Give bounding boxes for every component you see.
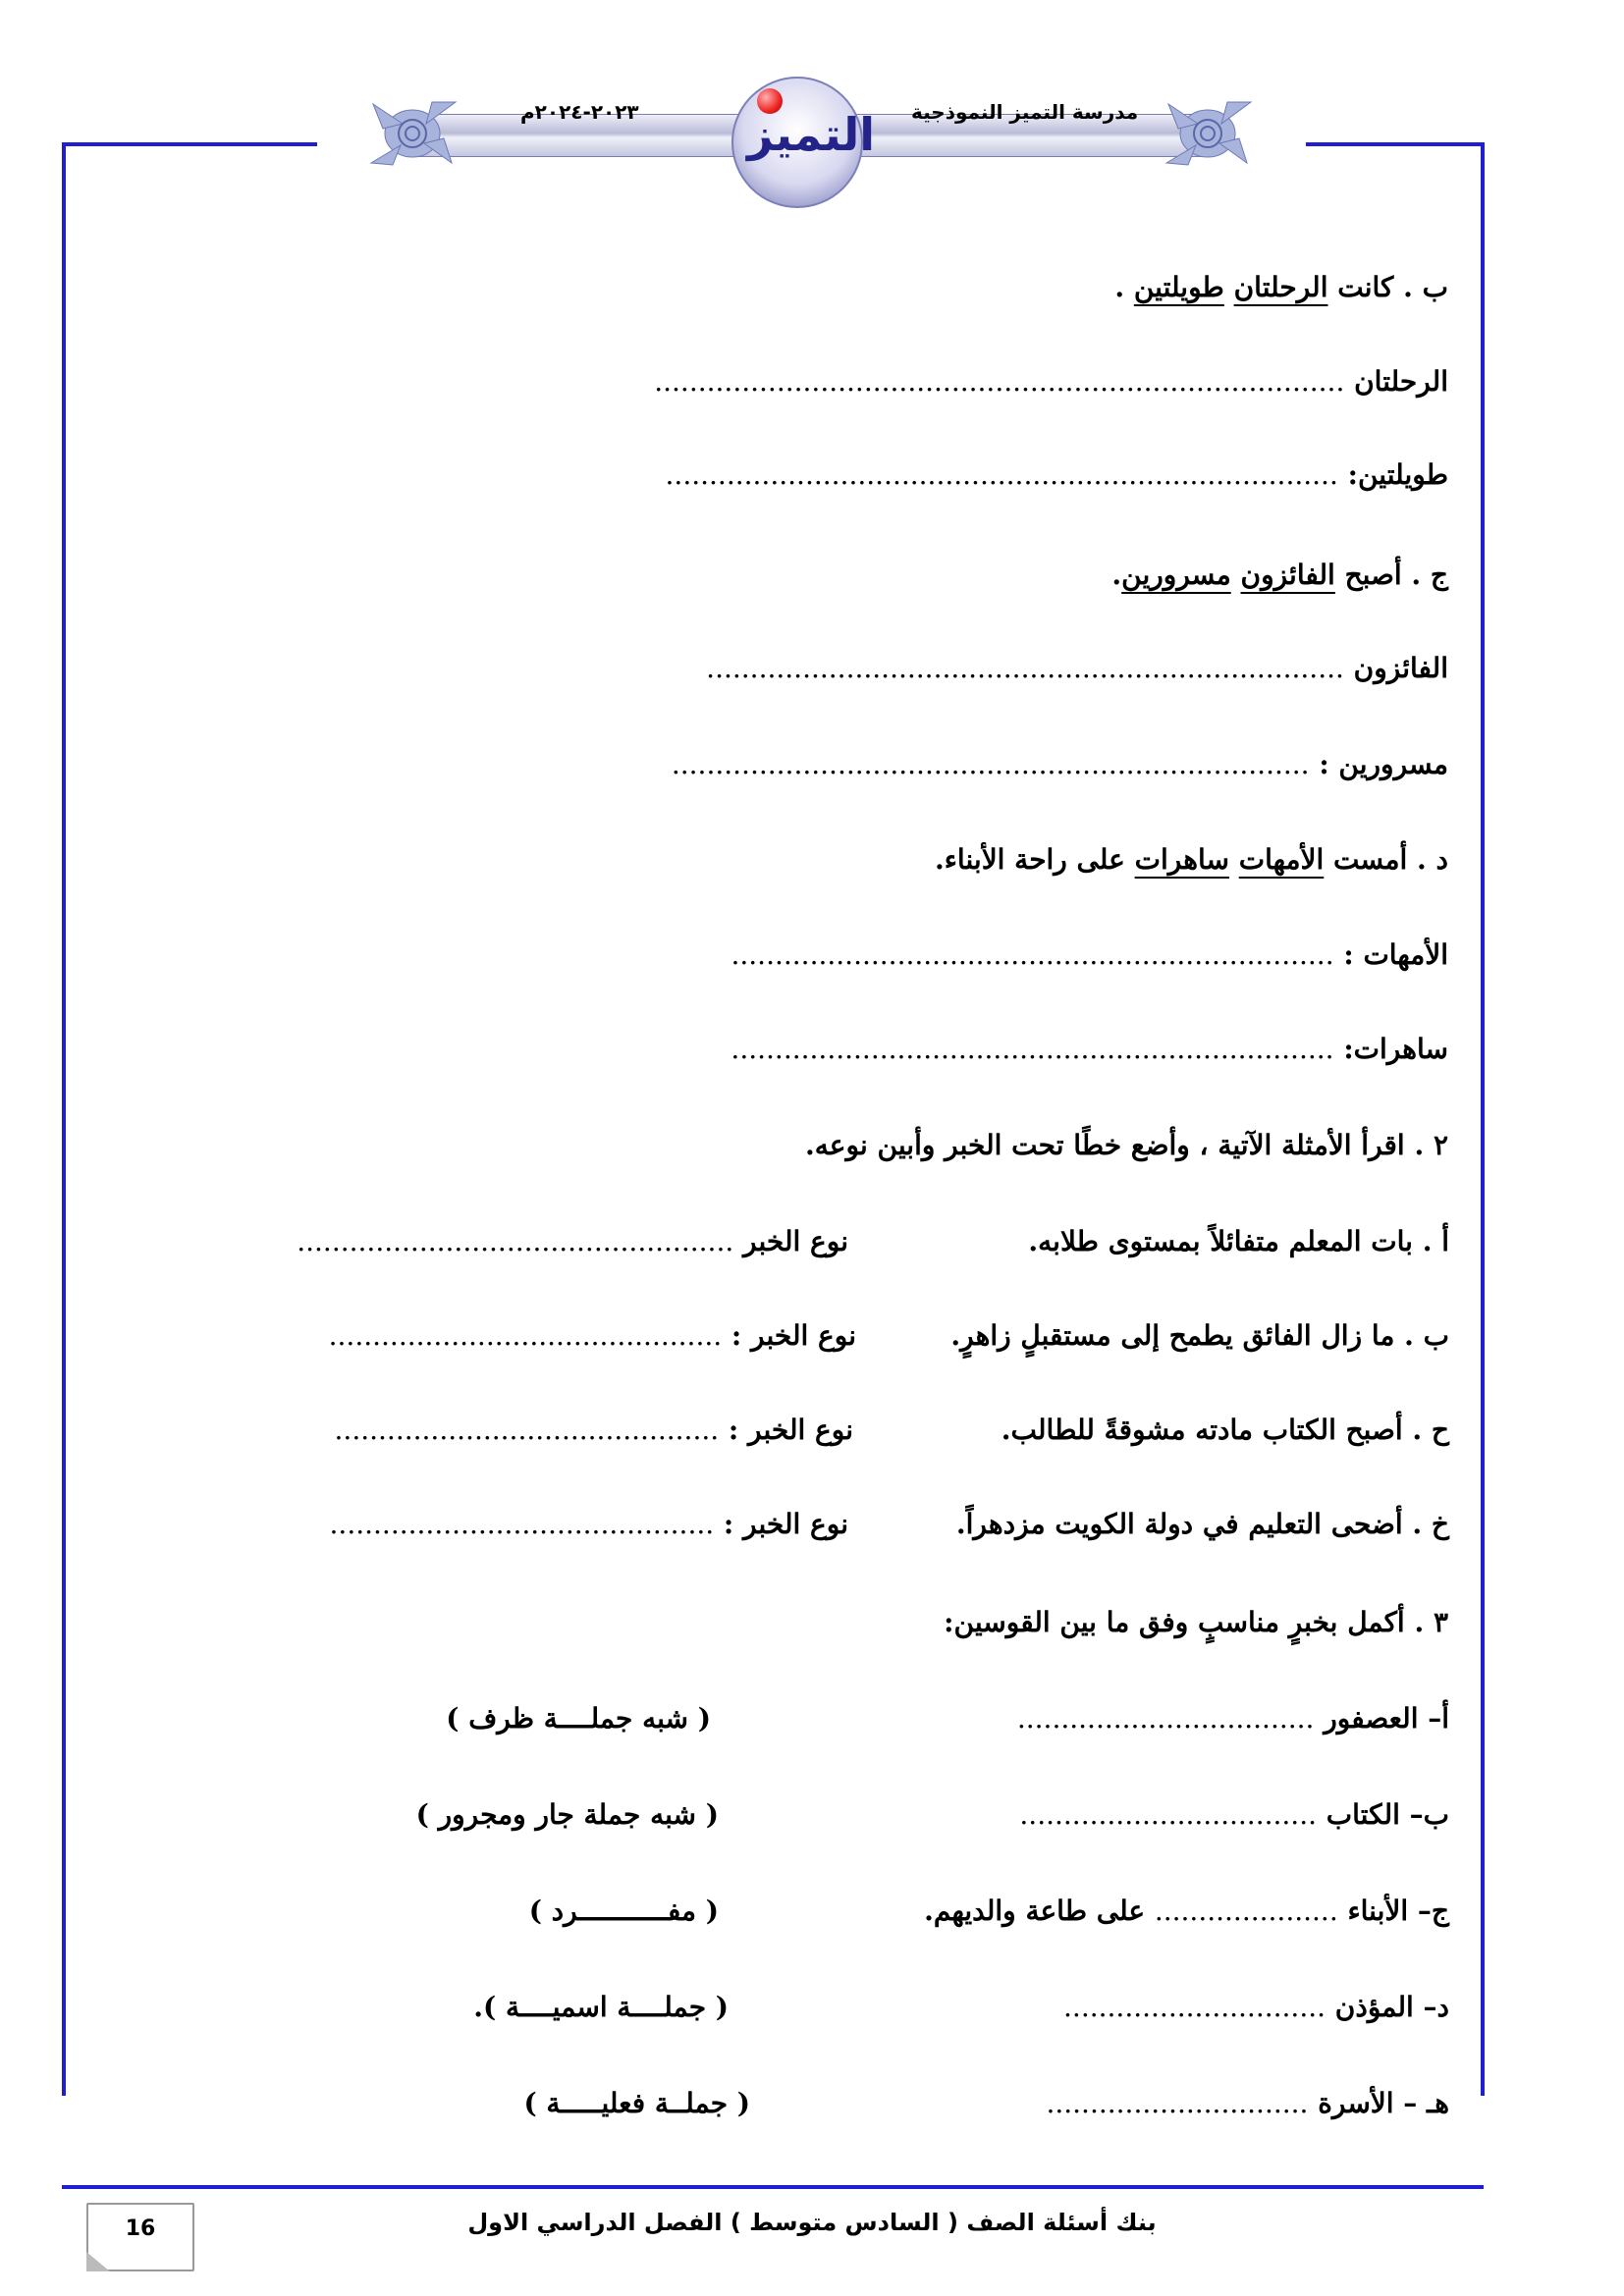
completion-subject: هـ – الأسرة <box>1318 2087 1449 2119</box>
answer-dots[interactable]: ............................................. <box>328 1319 723 1352</box>
underlined-word: طويلتين <box>1133 271 1224 303</box>
section2-sentence: خ . أضحى التعليم في دولة الكويت مزدهراً. <box>955 1508 1449 1540</box>
underlined-word: مسرورين <box>1121 559 1231 591</box>
answer-line[interactable] <box>216 454 1448 496</box>
answer-line[interactable] <box>216 934 1448 976</box>
question-text: . <box>1111 559 1122 591</box>
completion-line[interactable] <box>1063 1987 1449 2028</box>
answer-label: الرحلتان <box>1354 365 1448 398</box>
section2-type-answer[interactable] <box>329 1315 856 1357</box>
question-text: على راحة الأبناء. <box>935 843 1135 876</box>
completion-line[interactable] <box>1017 1698 1449 1739</box>
footer-title: بنك أسئلة الصف ( السادس متوسط ) الفصل الدراسي الاول <box>467 2209 1157 2236</box>
frame-left-line <box>62 142 66 2096</box>
section2-type-answer[interactable] <box>297 1221 848 1262</box>
answer-label: الفائزون <box>1353 652 1448 684</box>
underlined-word: الرحلتان <box>1233 271 1328 303</box>
section2-sentence: ب . ما زال الفائق يطمح إلى مستقبلٍ زاهرٍ. <box>950 1319 1449 1352</box>
page-fold-icon <box>86 2252 110 2271</box>
answer-line[interactable] <box>216 361 1448 402</box>
section2-type-answer[interactable] <box>330 1504 848 1545</box>
answer-dots[interactable]: .............................. <box>1063 1991 1326 2023</box>
answer-line[interactable] <box>216 744 1448 785</box>
answer-dots[interactable]: ............................................................................. <box>665 458 1338 491</box>
completion-line[interactable] <box>924 1891 1449 1932</box>
completion-suffix: على طاعة والديهم. <box>924 1895 1146 1927</box>
frame-top-left-line <box>62 142 317 146</box>
page-number: 16 <box>125 2216 156 2241</box>
underlined-word: الأمهات <box>1238 843 1325 876</box>
completion-hint: ( مفـــــــــــرد ) <box>528 1895 719 1927</box>
completion-hint: ( جملــة فعليـــــة ) <box>523 2087 750 2119</box>
completion-hint: ( شبه جملــــة ظرف ) <box>446 1702 711 1735</box>
question-label: د . <box>1417 843 1448 876</box>
answer-dots[interactable]: ............................................ <box>334 1414 720 1446</box>
type-label: نوع الخبر : <box>728 1414 853 1446</box>
answer-dots[interactable]: .................................. <box>1019 1798 1318 1831</box>
answer-dots[interactable]: .................................. <box>1016 1702 1315 1735</box>
completion-subject: د– المؤذن <box>1334 1991 1449 2023</box>
completion-line[interactable] <box>1019 1794 1449 1836</box>
question-j <box>216 555 1448 596</box>
space <box>1229 843 1239 876</box>
answer-dots[interactable]: ......................................................................... <box>706 652 1344 684</box>
answer-dots[interactable]: ............................................ <box>329 1508 715 1540</box>
answer-dots[interactable]: ............................................................................... <box>654 365 1345 398</box>
section-2-title: ٢ . اقرأ الأمثلة الآتية ، وأضع خطًا تحت الخبر وأبين نوعه. <box>805 1129 1448 1161</box>
underlined-word: الفائزون <box>1240 559 1335 591</box>
question-label: ب . <box>1403 271 1448 303</box>
answer-dots[interactable]: .............................. <box>1046 2087 1309 2119</box>
answer-dots[interactable]: .................................................. <box>297 1225 734 1257</box>
space <box>1231 559 1241 591</box>
question-d <box>216 839 1448 881</box>
completion-subject: ج– الأبناء <box>1347 1895 1449 1927</box>
rose-right-icon <box>1149 84 1267 183</box>
footer-line <box>62 2185 1484 2189</box>
underlined-word: ساهرات <box>1134 843 1229 876</box>
answer-label: مسرورين : <box>1319 748 1448 780</box>
answer-line[interactable] <box>216 648 1448 689</box>
answer-label: الأمهات : <box>1343 938 1448 971</box>
completion-line[interactable] <box>1046 2083 1449 2124</box>
answer-line[interactable] <box>216 1029 1448 1070</box>
type-label: نوع الخبر : <box>731 1319 856 1352</box>
section2-sentence: أ . بات المعلم متفائلاً بمستوى طلابه. <box>1028 1225 1449 1257</box>
question-b <box>216 267 1448 308</box>
school-logo <box>731 77 876 208</box>
frame-right-line <box>1481 142 1485 2096</box>
completion-subject: ب– الكتاب <box>1326 1798 1449 1831</box>
space <box>1224 271 1234 303</box>
question-text: كانت <box>1327 271 1394 303</box>
answer-label: طويلتين: <box>1347 458 1448 491</box>
question-text: أصبح <box>1334 559 1402 591</box>
completion-hint: ( جملــــة اسميــــة ). <box>473 1991 729 2023</box>
logo-word: التميز <box>747 108 876 161</box>
question-label: ج . <box>1411 559 1448 591</box>
type-label: نوع الخبر <box>743 1225 848 1257</box>
year-label: ٢٠٢٣-٢٠٢٤م <box>520 100 639 124</box>
question-text: أمست <box>1324 843 1408 876</box>
completion-subject: أ– العصفور <box>1324 1702 1449 1735</box>
rose-left-icon <box>353 84 471 183</box>
section2-type-answer[interactable] <box>335 1410 853 1451</box>
type-label: نوع الخبر : <box>723 1508 848 1540</box>
completion-hint: ( شبه جملة جار ومجرور ) <box>415 1798 719 1831</box>
header-banner <box>353 77 1267 194</box>
answer-dots[interactable]: ..................................................................... <box>731 1033 1334 1065</box>
question-text: . <box>1114 271 1134 303</box>
answer-dots[interactable]: ......................................................................... <box>671 748 1310 780</box>
answer-dots[interactable]: ..................... <box>1154 1895 1338 1927</box>
school-name: مدرسة التميز النموذجية <box>911 100 1139 124</box>
answer-dots[interactable]: ..................................................................... <box>731 938 1334 971</box>
answer-label: ساهرات: <box>1343 1033 1448 1065</box>
section-3-title: ٣ . أكمل بخبرٍ مناسبٍ وفق ما بين القوسين: <box>944 1606 1448 1638</box>
section2-sentence: ح . أصبح الكتاب مادته مشوقةً للطالب. <box>1001 1414 1449 1446</box>
page-number-box <box>86 2203 194 2271</box>
frame-top-right-line <box>1306 142 1485 146</box>
